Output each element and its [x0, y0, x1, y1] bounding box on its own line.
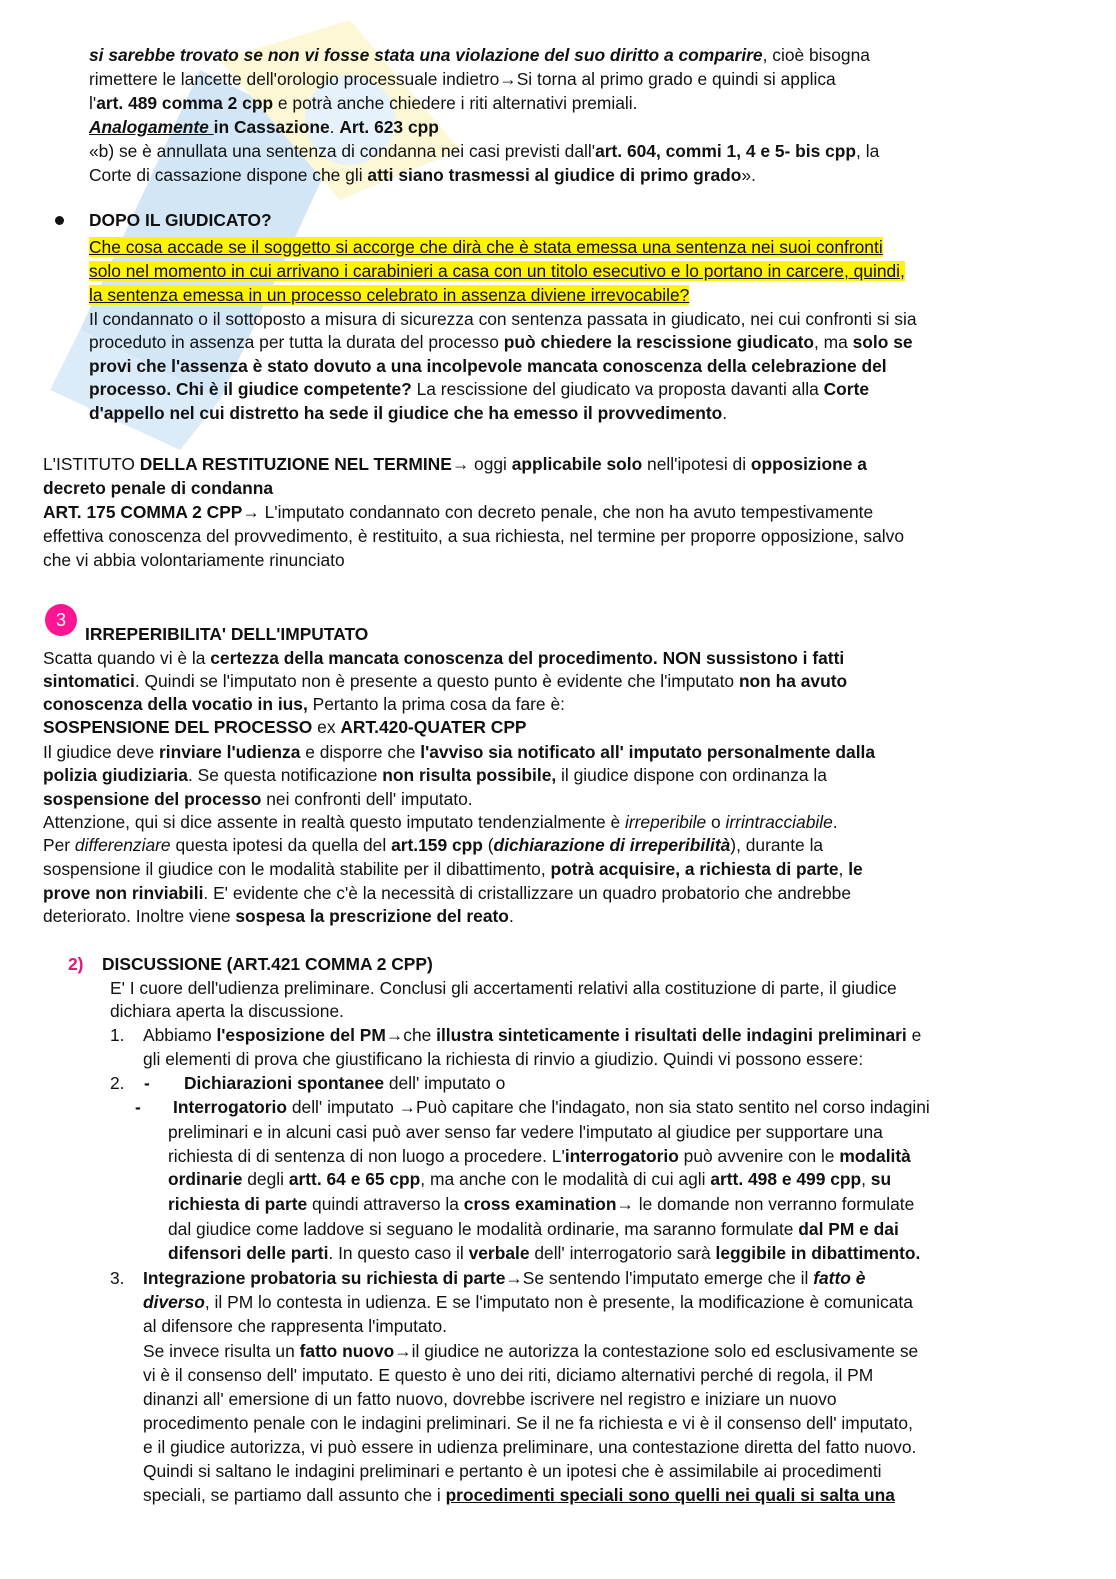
item2b-line1: Interrogatorio dell' imputato →Può capitare che l'indagato, non sia stato sentito nel corso indagini: [173, 1097, 930, 1117]
item2b-line4: ordinarie degli artt. 64 e 65 cpp, ma anche con le modalità di cui agli artt. 498 e 499 cpp, su: [168, 1169, 892, 1189]
item2b-line5: richiesta di parte quindi attraverso la cross examination→ le domande non verranno formulate: [168, 1194, 915, 1214]
item2b-dash: -: [135, 1097, 141, 1117]
discussione-heading: DISCUSSIONE (ART.421 COMMA 2 CPP): [102, 954, 433, 974]
irrep-line2: sintomatici. Quindi se l'imputato non è presente a questo punto è evidente che l'imputato non ha avuto: [43, 671, 848, 691]
item3-line9: Quindi si saltano le indagini preliminari e pertanto è un ipotesi che è assimilabile ai procedimenti: [143, 1461, 882, 1481]
dopo-line2: proceduto in assenza per tutta la durata del processo può chiedere la rescissione giudicato, ma solo se: [89, 332, 913, 352]
dopo-line4: processo. Chi è il giudice competente? La rescissione del giudicato va proposta davanti alla Corte: [89, 379, 870, 399]
item2b-line7: difensori delle parti. In questo caso il verbale dell' interrogatorio sarà leggibile in dibattimento.: [168, 1243, 921, 1263]
item3-number: 3.: [110, 1268, 125, 1288]
item2b-line6: dal giudice come laddove si seguano le modalità ordinarie, ma saranno formulate dal PM e dai: [168, 1219, 899, 1239]
discussione-number: 2): [68, 954, 84, 974]
item3-line8: e il giudice autorizza, vi può essere in udienza preliminare, una contestazione diretta del fatto nuovo.: [143, 1437, 917, 1457]
disc-line2: dichiara aperta la discussione.: [110, 1001, 344, 1021]
rest-line1: L'ISTITUTO DELLA RESTITUZIONE NEL TERMINE→ oggi applicabile solo nell'ipotesi di opposizione a: [43, 454, 867, 474]
item3-line10: speciali, se partiamo dall assunto che i procedimenti speciali sono quelli nei quali si salta una: [143, 1485, 895, 1505]
irrep-line3: conoscenza della vocatio in ius, Pertanto la prima cosa da fare è:: [43, 694, 565, 714]
item3-line4: Se invece risulta un fatto nuovo→il giudice ne autorizza la contestazione solo ed esclusivamente se: [143, 1341, 919, 1361]
item1-line1: Abbiamo l'esposizione del PM→che illustra sinteticamente i risultati delle indagini preliminari e: [143, 1025, 922, 1045]
p1-line5: «b) se è annullata una sentenza di condanna nei casi previsti dall'art. 604, commi 1, 4 e 5- bis cpp, la: [89, 141, 880, 161]
irrep-line5: Il giudice deve rinviare l'udienza e disporre che l'avviso sia notificato all' imputato personalmente dalla: [43, 742, 876, 762]
number-badge: 3: [45, 604, 77, 636]
p1-line4: Analogamente in Cassazione. Art. 623 cpp: [89, 117, 439, 137]
item3-line5: vi è il consenso dell' imputato. E questo è uno dei riti, diciamo alternativi perché di regola, il PM: [143, 1365, 874, 1385]
irrep-line8: Attenzione, qui si dice assente in realtà questo imputato tendenzialmente è irreperibile o irrintracciabile.: [43, 812, 838, 832]
rest-line5: che vi abbia volontariamente rinunciato: [43, 550, 345, 570]
item2-line1: Dichiarazioni spontanee dell' imputato o: [184, 1073, 506, 1093]
irrep-line1: Scatta quando vi è la certezza della mancata conoscenza del procedimento. NON sussistono i fatti: [43, 648, 845, 668]
irrep-line4: SOSPENSIONE DEL PROCESSO ex ART.420-QUATER CPP: [43, 717, 527, 737]
dopo-line3: provi che l'assenza è stato dovuto a una incolpevole mancata conoscenza della celebrazione del: [89, 356, 887, 376]
item3-line6: dinanzi all' emersione di un fatto nuovo, dovrebbe iscrivere nel registro e iniziare un nuovo: [143, 1389, 837, 1409]
p1-line1: si sarebbe trovato se non vi fosse stata una violazione del suo diritto a comparire, cioè bisogna: [89, 45, 870, 65]
item2b-line2: preliminari e in alcuni casi può aver senso far vedere l'imputato al giudice per supportare una: [168, 1122, 883, 1142]
disc-line1: E' I cuore dell'udienza preliminare. Conclusi gli accertamenti relativi alla costituzione di parte, il giudice: [110, 978, 897, 998]
item3-line1: Integrazione probatoria su richiesta di parte→Se sentendo l'imputato emerge che il fatto è: [143, 1268, 866, 1288]
rest-line4: effettiva conoscenza del provvedimento, è restituito, a sua richiesta, nel termine per proporre opposizione, salvo: [43, 526, 904, 546]
p1-line2: rimettere le lancette dell'orologio processuale indietro→Si torna al primo grado e quindi si applica: [89, 69, 836, 89]
item1-line2: gli elementi di prova che giustificano la richiesta di rinvio a giudizio. Quindi vi possono essere:: [143, 1049, 864, 1069]
dopo-line5: d'appello nel cui distretto ha sede il giudice che ha emesso il provvedimento.: [89, 403, 728, 423]
dopo-line1: Il condannato o il sottoposto a misura di sicurezza con sentenza passata in giudicato, nei cui confronti si sia: [89, 309, 917, 329]
bullet-icon: [55, 216, 64, 225]
dopo-highlight-line2: solo nel momento in cui arrivano i carabinieri a casa con un titolo esecutivo e lo portano in carcere, quindi,: [89, 261, 905, 281]
dopo-heading: DOPO IL GIUDICATO?: [89, 210, 272, 230]
irrep-line6: polizia giudiziaria. Se questa notificazione non risulta possibile, il giudice dispone con ordinanza la: [43, 765, 827, 785]
item1-number: 1.: [110, 1025, 125, 1045]
irrep-line12: deteriorato. Inoltre viene sospesa la prescrizione del reato.: [43, 906, 514, 926]
irrep-line9: Per differenziare questa ipotesi da quella del art.159 cpp (dichiarazione di irreperibilità), durante la: [43, 835, 824, 855]
rest-line3: ART. 175 COMMA 2 CPP→ L'imputato condannato con decreto penale, che non ha avuto tempestivamente: [43, 502, 874, 522]
item3-line2: diverso, il PM lo contesta in udienza. E se l'imputato non è presente, la modificazione è comunicata: [143, 1292, 913, 1312]
item2b-line3: richiesta di di sentenza di non luogo a procedere. L'interrogatorio può avvenire con le modalità: [168, 1146, 911, 1166]
item2-dash: -: [144, 1073, 150, 1093]
item3-line3: al difensore che rappresenta l'imputato.: [143, 1316, 447, 1336]
item3-line7: procedimento penale con le indagini preliminari. Se il ne fa richiesta e vi è il consenso dell' imputato,: [143, 1413, 913, 1433]
dopo-highlight-line3: la sentenza emessa in un processo celebrato in assenza diviene irrevocabile?: [89, 285, 690, 305]
irrep-line10: sospensione il giudice con le modalità stabilite per il dibattimento, potrà acquisire, a richiesta di parte, le: [43, 859, 863, 879]
p1-line6: Corte di cassazione dispone che gli atti siano trasmessi al giudice di primo grado».: [89, 165, 756, 185]
rest-line2: decreto penale di condanna: [43, 478, 273, 498]
irrep-line7: sospensione del processo nei confronti dell' imputato.: [43, 789, 473, 809]
irrep-line11: prove non rinviabili. E' evidente che c'è la necessità di cristallizzare un quadro probatorio che andrebbe: [43, 883, 851, 903]
dopo-highlight-line1: Che cosa accade se il soggetto si accorge che dirà che è stata emessa una sentenza nei suoi confronti: [89, 237, 883, 257]
irrep-heading: IRREPERIBILITA' DELL'IMPUTATO: [85, 624, 369, 644]
p1-line3: l'art. 489 comma 2 cpp e potrà anche chiedere i riti alternativi premiali.: [89, 93, 638, 113]
item2-number: 2.: [110, 1073, 125, 1093]
